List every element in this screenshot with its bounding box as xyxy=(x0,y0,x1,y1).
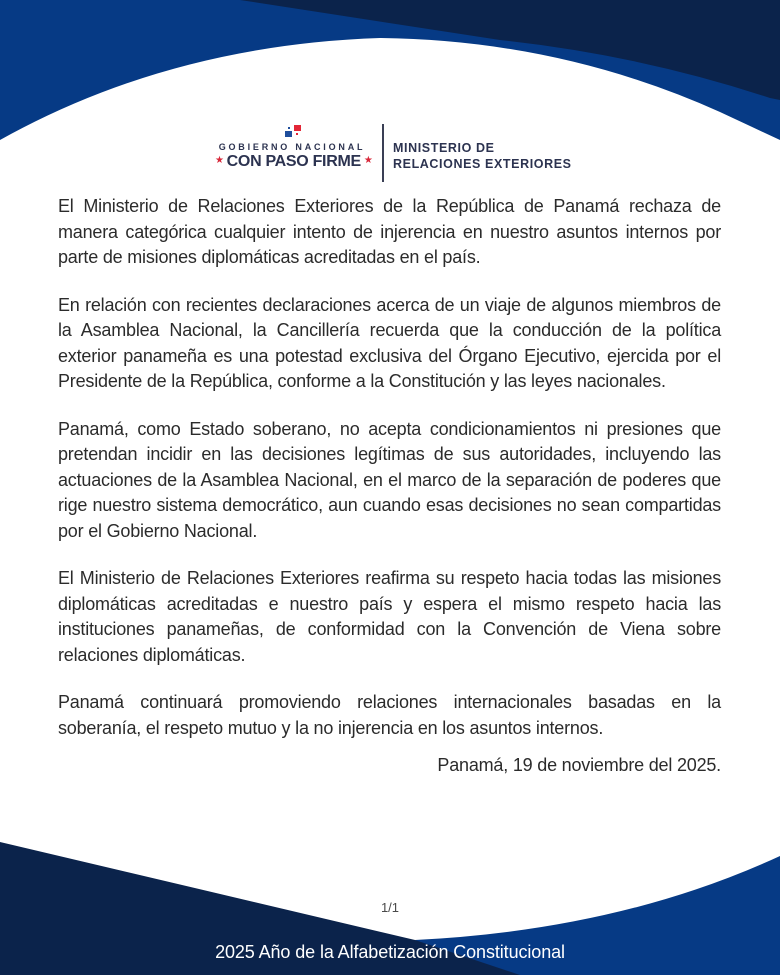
logo-divider xyxy=(382,124,384,182)
paragraph: Panamá continuará promoviendo relaciones internacionales basadas en la soberanía, el respeto mutuo y la no injerencia en los asuntos internos. xyxy=(58,692,721,738)
star-icon: ★ xyxy=(215,155,224,166)
paragraph: El Ministerio de Relaciones Exteriores reafirma su respeto hacia todas las misiones diplomáticas acreditadas e nuestro país y espera el mismo respeto hacia las instituciones panameñas, de conformidad con la Convención de Viena sobre relaciones diplomáticas. xyxy=(58,568,721,665)
government-slogan xyxy=(212,153,372,171)
ministry-line1: MINISTERIO DE xyxy=(393,141,495,155)
paragraph: El Ministerio de Relaciones Exteriores de la República de Panamá rechaza de manera categórica cualquier intento de injerencia en nuestro asuntos internos por parte de misiones diplomáticas acreditadas en el país. xyxy=(58,196,721,267)
panama-flag-icon xyxy=(284,124,302,138)
ministry-line2: RELACIONES EXTERIORES xyxy=(393,157,572,171)
paragraph: En relación con recientes declaraciones acerca de un viaje de algunos miembros de la Asamblea Nacional, la Cancillería recuerda que la conducción de la política exterior panameña es una potestad exclusiva del Órgano Ejecutivo, ejercida por el Presidente de la República, conforme a la Constitución y las leyes nacionales. xyxy=(58,294,721,391)
ministry-logo xyxy=(393,140,572,172)
header-logo xyxy=(0,120,780,185)
date-line: Panamá, 19 de noviembre del 2025. xyxy=(437,755,721,775)
footer-motto: 2025 Año de la Alfabetización Constitucional xyxy=(215,942,565,962)
slogan-text: CON PASO FIRME xyxy=(226,153,361,170)
government-label: GOBIERNO NACIONAL xyxy=(218,142,366,152)
paragraph: Panamá, como Estado soberano, no acepta condicionamientos ni presiones que pretendan incidir en las decisiones legítimas de sus autoridades, incluyendo las actuaciones de la Asamblea Nacional, en el marco de la separación de poderes que rige nuestro sistema democrático, aun cuando esas decisiones no sean compartidas por el Gobierno Nacional. xyxy=(58,418,721,541)
star-icon: ★ xyxy=(363,155,373,166)
page-number: 1/1 xyxy=(380,900,400,915)
statement-body xyxy=(58,194,721,801)
